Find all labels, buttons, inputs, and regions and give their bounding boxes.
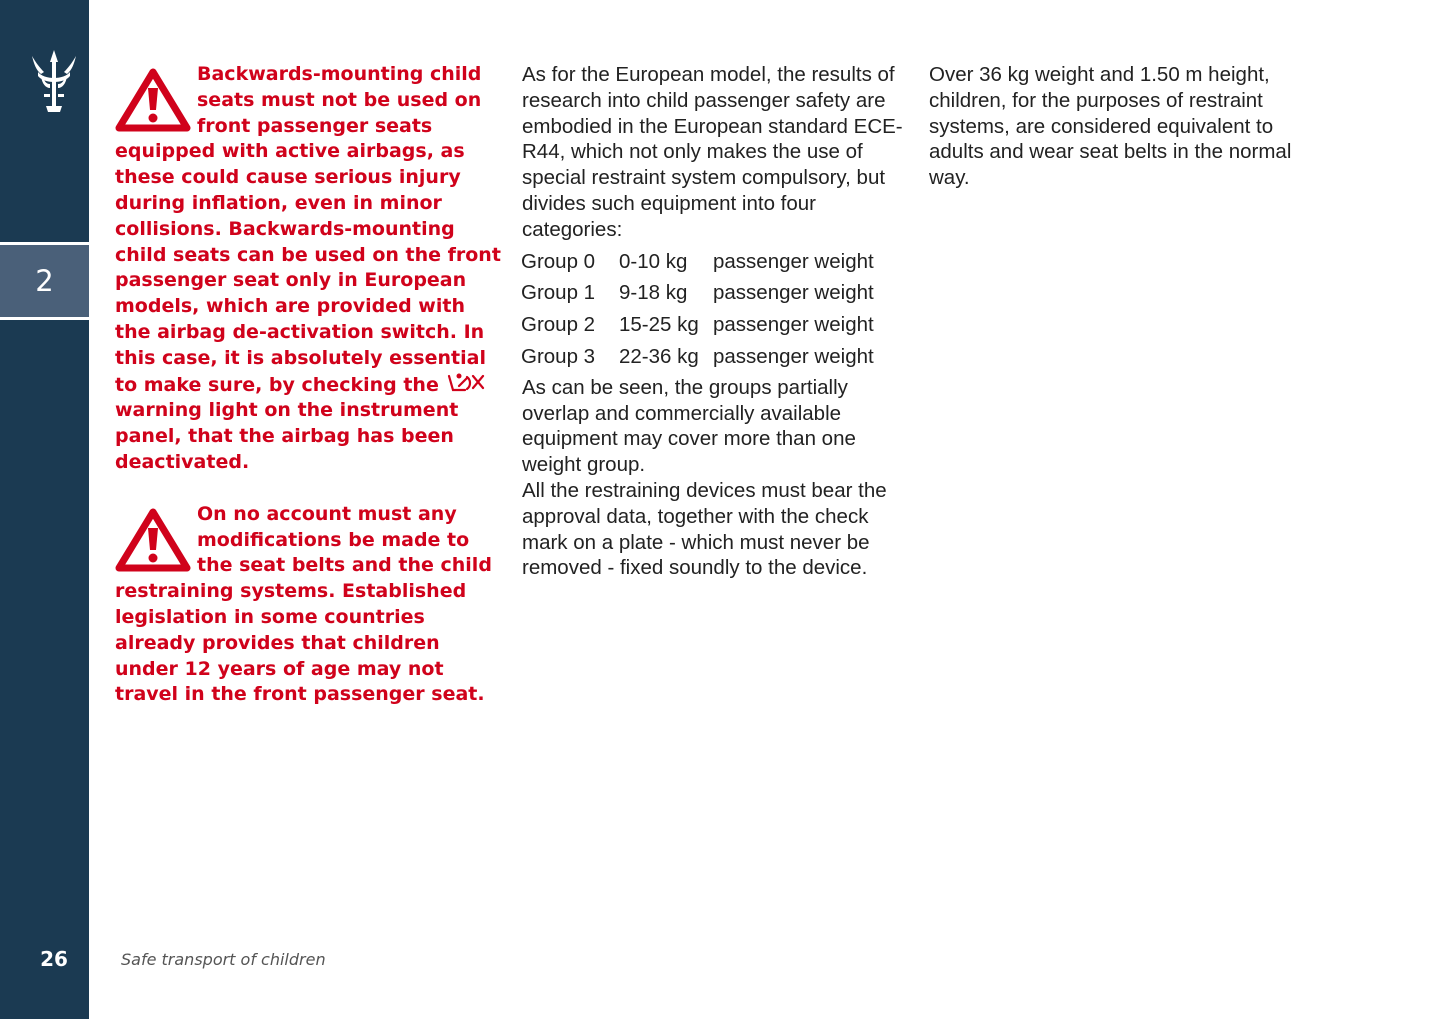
warning-text-airbag: Backwards-mounting child seats must not be used on front passenger seats equipped with active airbags, as these could cause serious injury during inflation, even in minor collisions. Backwards-mounting child seats can be used on the front passenger seat only in European models, which are provided with the airbag de-activation switch. In this case, it is absolutely essential to make sure, by checking the	[115, 63, 501, 396]
table-row	[521, 277, 874, 309]
ece-r44-intro: As for the European model, the results of research into child passenger safety are embodied in the European standard ECE-R44, which not only makes the use of special restraint system compulsory, but divides such equipment into four categories:	[522, 63, 903, 241]
chapter-number: 2	[35, 264, 54, 298]
section-title: Safe transport of children	[121, 950, 326, 969]
group-label: passenger weight	[713, 281, 874, 305]
group-name: Group 2	[521, 313, 596, 337]
warning-text-modifications: On no account must any modifications be made to the seat belts and the child restraining systems. Established legislation in some countries already provides that children under 12 years of age may not travel in the front passenger seat.	[115, 502, 492, 706]
warning-triangle-icon	[115, 68, 191, 132]
warnings-column	[115, 62, 507, 708]
table-row	[521, 246, 874, 278]
group-weight: 0-10 kg	[619, 249, 688, 273]
table-row	[521, 341, 874, 373]
overlap-note: As can be seen, the groups partially overlap and commercially available equipment may cover more than one weight group.	[522, 375, 856, 477]
group-label: passenger weight	[713, 249, 874, 273]
approval-note: All the restraining devices must bear the approval data, together with the check mark on a plate - which must never be removed - fixed soundly to the device.	[522, 478, 887, 580]
group-name: Group 0	[521, 249, 596, 273]
group-weight: 9-18 kg	[619, 281, 688, 305]
group-label: passenger weight	[713, 344, 874, 368]
chapter-sidebar	[0, 0, 89, 1019]
group-name: Group 1	[521, 281, 596, 305]
warning-triangle-icon	[115, 508, 191, 572]
airbag-off-icon	[445, 372, 487, 394]
weight-groups-table	[521, 246, 874, 373]
adult-equivalence-column	[929, 62, 1321, 191]
page-number: 26	[40, 947, 68, 971]
warning-block-airbag	[115, 62, 507, 476]
trident-logo-icon	[28, 50, 80, 114]
chapter-number-tab[interactable]	[0, 242, 89, 320]
group-label: passenger weight	[713, 313, 874, 337]
adult-equivalence-text: Over 36 kg weight and 1.50 m height, children, for the purposes of restraint systems, are considered equivalent to adults and wear seat belts in the normal way.	[929, 63, 1292, 190]
table-row	[521, 309, 874, 341]
group-weight: 15-25 kg	[619, 313, 699, 337]
group-weight: 22-36 kg	[619, 344, 699, 368]
warning-block-modifications	[115, 502, 507, 708]
warning-text-airbag-end: warning light on the instrument panel, that the airbag has been deactivated.	[115, 399, 459, 473]
group-name: Group 3	[521, 344, 596, 368]
ece-r44-column	[522, 62, 914, 581]
